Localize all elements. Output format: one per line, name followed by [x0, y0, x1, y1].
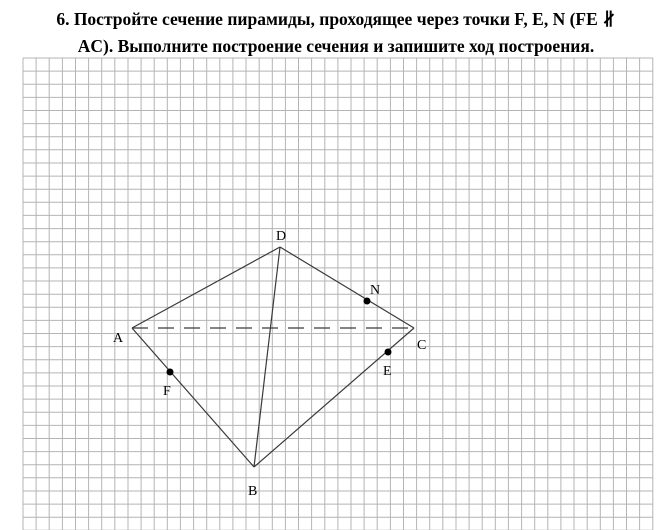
point-e-dot — [385, 349, 392, 356]
edge-db — [254, 247, 280, 467]
task-text-line-2: AC). Выполните построение сечения и запишите ход построения. — [77, 36, 595, 56]
graph-paper-grid — [23, 58, 653, 530]
label-n: N — [370, 283, 381, 298]
label-a: A — [113, 331, 124, 346]
label-f: F — [163, 384, 171, 399]
label-d: D — [276, 229, 287, 244]
task-number: 6. — [56, 9, 70, 29]
task-text-line-1: Постройте сечение пирамиды, проходящее через точки F, E, N (FE ∦ — [73, 9, 616, 29]
label-e: E — [383, 364, 392, 379]
point-f-dot — [167, 369, 174, 376]
edge-ab — [132, 328, 254, 467]
point-n-dot — [364, 298, 371, 305]
labels — [113, 229, 426, 499]
label-c: C — [417, 338, 427, 353]
edge-dc — [280, 247, 414, 328]
label-b: B — [248, 484, 258, 499]
pyramid-figure — [132, 247, 414, 467]
section-points — [167, 298, 392, 376]
